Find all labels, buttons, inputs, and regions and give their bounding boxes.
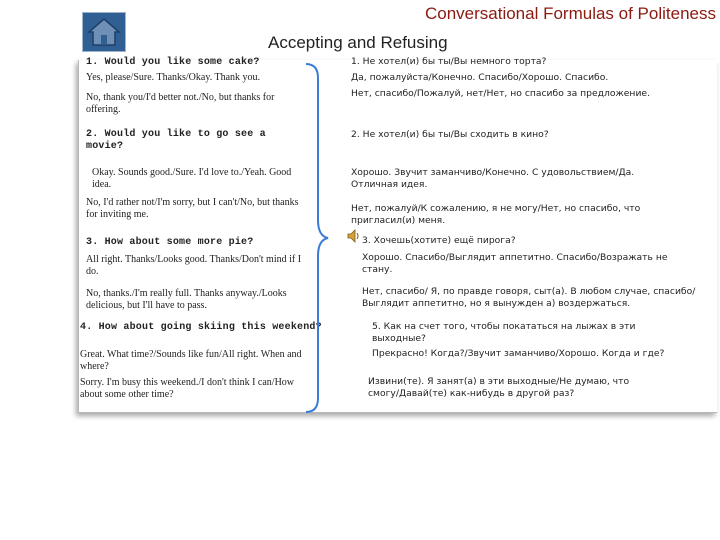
english-question-3: 3. How about some more pie?	[86, 237, 254, 248]
home-icon	[87, 17, 121, 47]
english-question-1: 1. Would you like some cake?	[86, 57, 260, 68]
english-answer-1-refuse: No, thank you/I'd better not./No, but thanks for offering.	[86, 92, 275, 115]
russian-question-4: 5. Как на счет того, чтобы покататься на лыжах в эти выходные?	[372, 321, 636, 344]
russian-answer-3-refuse: Нет, спасибо/ Я, по правде говоря, сыт(а). В любом случае, спасибо/ Выглядит аппетитно, но я вынужден а) воздержаться.	[362, 286, 696, 309]
english-answer-4-refuse: Sorry. I'm busy this weekend./I don't think I can/How about some other time?	[80, 377, 295, 400]
russian-question-3: 3. Хочешь(хотите) ещё пирога?	[362, 235, 516, 246]
speaker-icon	[346, 228, 362, 244]
english-answer-2-accept: Okay. Sounds good./Sure. I'd love to./Yeah. Good idea.	[92, 167, 292, 190]
russian-answer-1-accept: Да, пожалуйста/Конечно. Спасибо/Хорошо. Спасибо.	[351, 72, 609, 83]
russian-question-1: 1. Не хотел(и) бы ты/Вы немного торта?	[351, 56, 547, 67]
russian-answer-1-refuse: Нет, спасибо/Пожалуй, нет/Нет, но спасибо за предложение.	[351, 88, 650, 99]
audio-button[interactable]	[346, 228, 362, 249]
english-question-4: 4. How about going skiing this weekend?	[80, 322, 322, 333]
russian-answer-2-accept: Хорошо. Звучит заманчиво/Конечно. С удовольствием/Да. Отличная идея.	[351, 167, 635, 190]
russian-answer-4-refuse: Извини(те). Я занят(а) в эти выходные/Не думаю, что смогу/Давай(те) как-нибудь в другой раз?	[368, 376, 630, 399]
english-answer-4-accept: Great. What time?/Sounds like fun/All right. When and where?	[80, 349, 302, 372]
slide-subtitle: Accepting and Refusing	[268, 33, 448, 52]
russian-answer-2-refuse: Нет, пожалуй/К сожалению, я не могу/Нет, но спасибо, что пригласил(и) меня.	[351, 203, 641, 226]
english-answer-1-accept: Yes, please/Sure. Thanks/Okay. Thank you.	[86, 72, 261, 83]
curly-brace	[300, 62, 330, 414]
russian-question-2: 2. Не хотел(и) бы ты/Вы сходить в кино?	[351, 129, 549, 140]
english-answer-3-refuse: No, thanks./I'm really full. Thanks anyway./Looks delicious, but I'll have to pass.	[86, 288, 287, 311]
english-answer-3-accept: All right. Thanks/Looks good. Thanks/Don't mind if I do.	[86, 254, 302, 277]
russian-answer-3-accept: Хорошо. Спасибо/Выглядит аппетитно. Спасибо/Возражать не стану.	[362, 252, 668, 275]
english-question-2: 2. Would you like to go see a movie?	[86, 129, 266, 152]
english-answer-2-refuse: No, I'd rather not/I'm sorry, but I can't/No, but thanks for inviting me.	[86, 197, 299, 220]
slide-title: Conversational Formulas of Politeness	[424, 4, 716, 23]
russian-answer-4-accept: Прекрасно! Когда?/Звучит заманчиво/Хорошо. Когда и где?	[372, 348, 665, 359]
home-button[interactable]	[82, 12, 126, 52]
